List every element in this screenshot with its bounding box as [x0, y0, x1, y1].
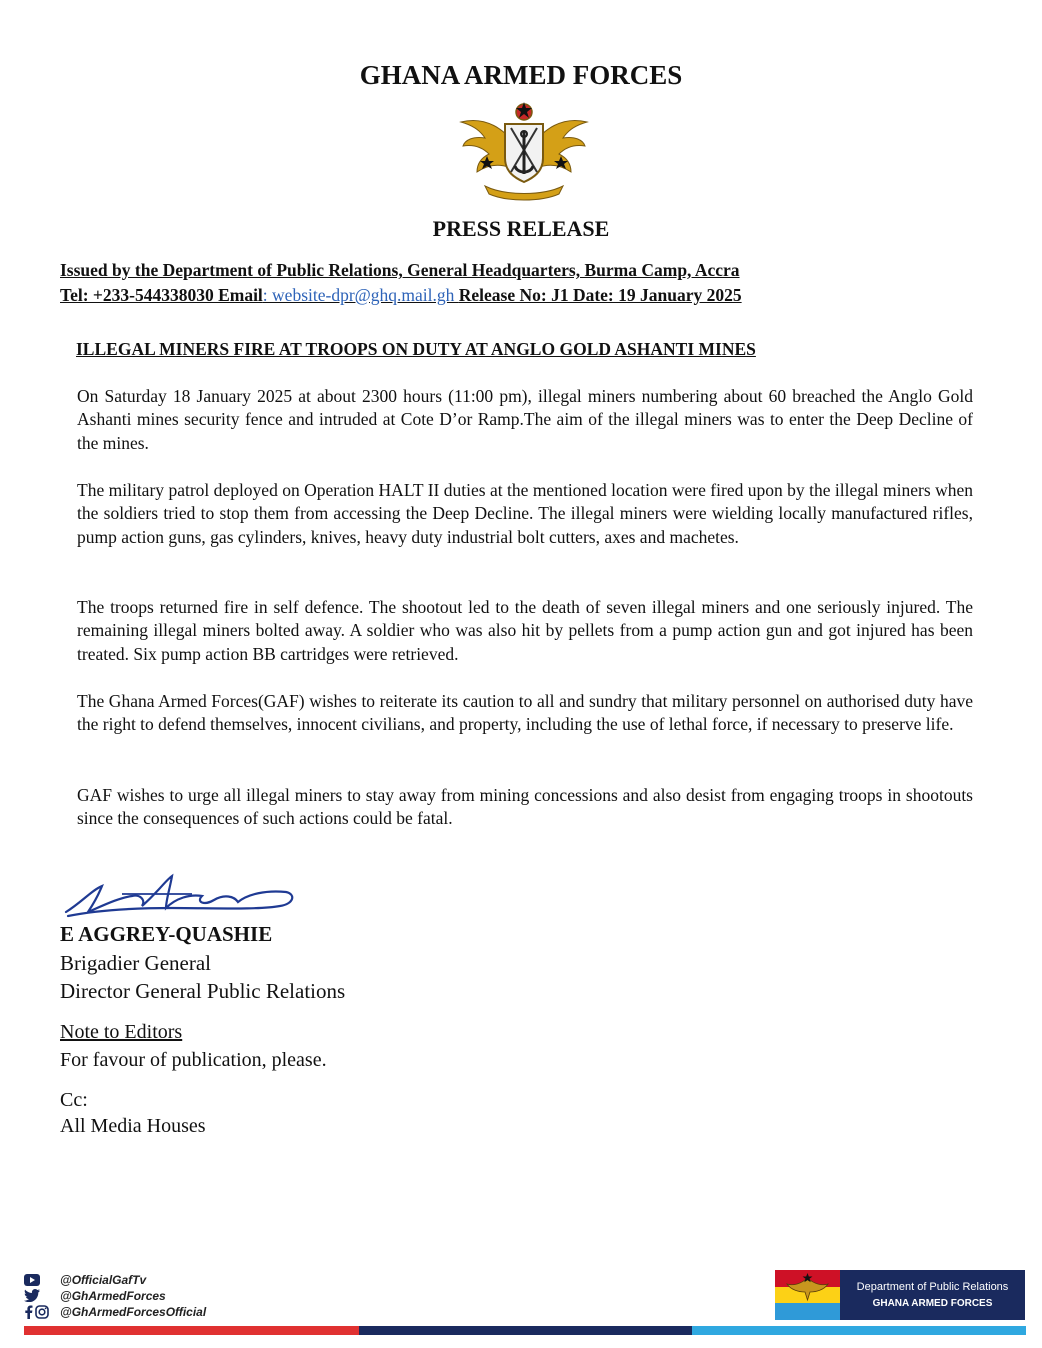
paragraph-1: On Saturday 18 January 2025 at about 2300 hours (11:00 pm), illegal miners numbering about 60 breached the Anglo Gold Ashanti mines security fence and intruded at Cote D’or Ramp.The aim of the illegal miners was to enter the Deep Decline of the mines.	[77, 386, 973, 453]
footer-stripe-blue	[692, 1326, 1026, 1335]
paragraph-3: The troops returned fire in self defence. The shootout led to the death of seven illegal miners and one seriously injured. The remaining illegal miners bolted away. A soldier who was also hit by pellets from a pump action gun and got injured has been treated. Six pump action BB cartridges were retrieved.	[77, 597, 973, 664]
paragraph-5: GAF wishes to urge all illegal miners to stay away from mining concessions and also desist from engaging troops in shootouts since the consequences of such actions could be fatal.	[77, 785, 973, 829]
cc-label: Cc:	[60, 1089, 88, 1111]
handwritten-signature	[62, 872, 298, 918]
note-to-editors-heading: Note to Editors	[60, 1021, 183, 1043]
social-media-handles	[24, 1272, 206, 1320]
contact-tel: Tel: +233-544338030 Email	[60, 285, 263, 305]
department-badge-line1: Department of Public Relations	[856, 1281, 1009, 1293]
note-to-editors-text: For favour of publication, please.	[60, 1049, 327, 1071]
department-badge-line2: GHANA ARMED FORCES	[872, 1298, 993, 1309]
department-badge	[775, 1270, 1025, 1320]
contact-email-link[interactable]: : website-dpr@ghq.mail.gh	[262, 285, 459, 305]
paragraph-2: The military patrol deployed on Operation HALT II duties at the mentioned location were fired upon by the illegal miners when the soldiers tried to stop them from accessing the Deep Decline. The illegal miners were wielding locally manufactured rifles, pump action guns, gas cylinders, knives, heavy duty industrial bolt cutters, axes and machetes.	[77, 480, 973, 547]
paragraph-4: The Ghana Armed Forces(GAF) wishes to reiterate its caution to all and sundry that military personnel on authorised duty have the right to defend themselves, innocent civilians, and property, including the use of lethal force, if necessary to preserve life.	[77, 691, 973, 735]
youtube-icon	[24, 1274, 40, 1286]
instagram-icon	[35, 1305, 49, 1319]
contact-line	[60, 285, 742, 306]
facebook-instagram-handle: @GhArmedForcesOfficial	[60, 1304, 207, 1319]
twitter-handle: @GhArmedForces	[60, 1288, 166, 1303]
footer-stripe-red	[24, 1326, 359, 1335]
social-row-twitter[interactable]	[24, 1288, 206, 1303]
signatory-rank: Brigadier General	[60, 951, 212, 975]
department-badge-text	[840, 1270, 1025, 1320]
document-type-heading: PRESS RELEASE	[432, 216, 610, 241]
twitter-icon	[24, 1289, 40, 1302]
organization-title: GHANA ARMED FORCES	[359, 60, 683, 90]
release-info: Release No: J1 Date: 19 January 2025	[458, 285, 742, 305]
footer-stripe-navy	[359, 1326, 692, 1335]
youtube-handle: @OfficialGafTv	[60, 1272, 147, 1287]
social-row-youtube[interactable]	[24, 1272, 206, 1287]
signatory-name: E AGGREY-QUASHIE	[60, 922, 273, 946]
press-release-headline: ILLEGAL MINERS FIRE AT TROOPS ON DUTY AT ANGLO GOLD ASHANTI MINES	[76, 339, 756, 359]
social-row-facebook-instagram[interactable]	[24, 1304, 206, 1319]
cc-recipients: All Media Houses	[60, 1115, 206, 1137]
signatory-title: Director General Public Relations	[60, 979, 346, 1003]
ghana-armed-forces-crest-icon	[455, 98, 593, 202]
issued-by-line: Issued by the Department of Public Relations, General Headquarters, Burma Camp, Accra	[60, 260, 740, 280]
ghana-flag-emblem-icon	[775, 1270, 840, 1320]
facebook-icon	[24, 1305, 33, 1319]
